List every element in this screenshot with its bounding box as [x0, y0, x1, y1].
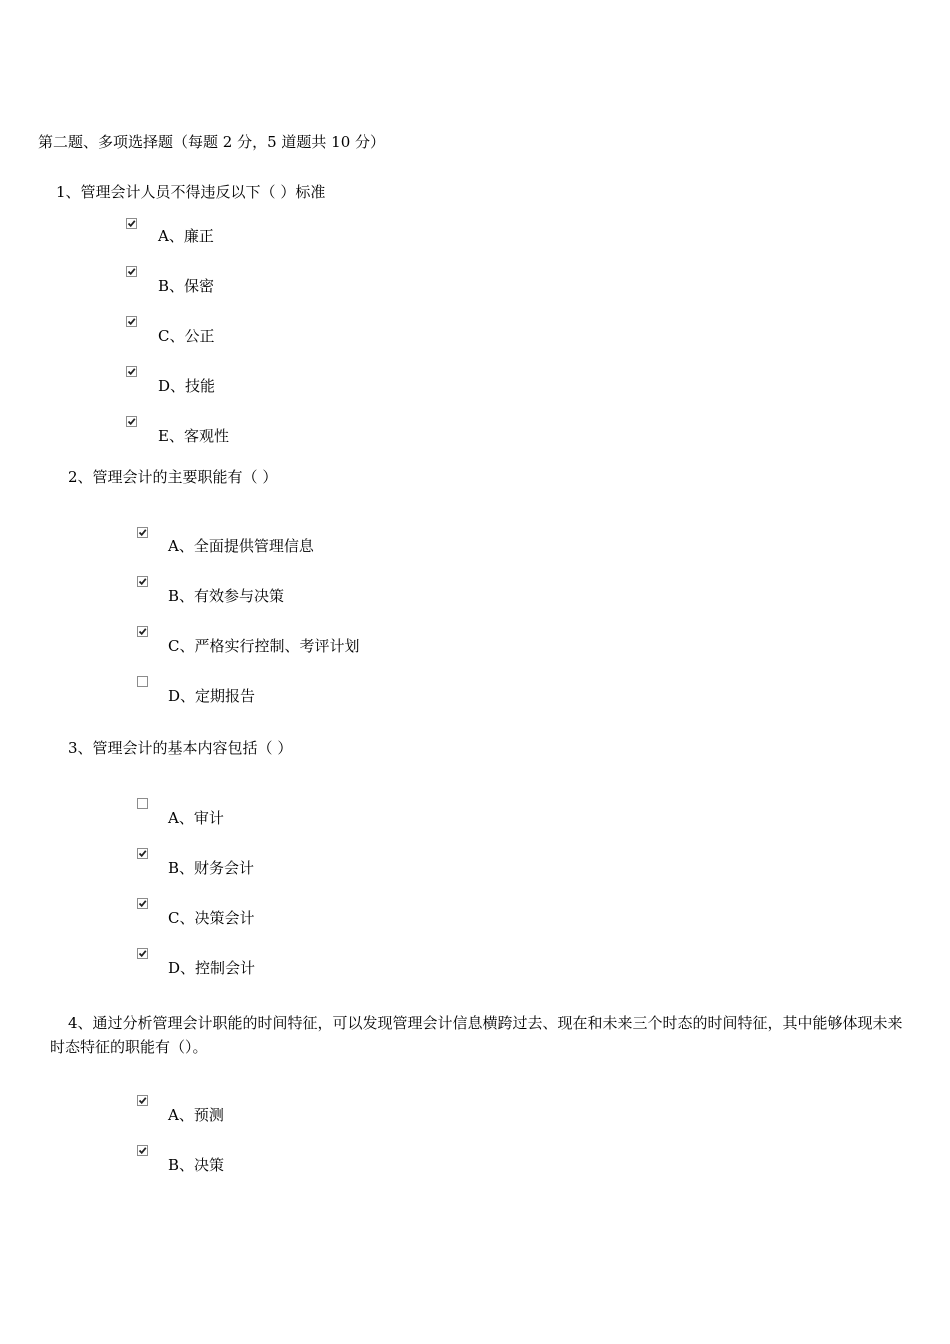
checkbox-q2-a[interactable] [137, 527, 148, 538]
option-q1-a-label: A、廉正 [158, 227, 214, 245]
checkbox-q2-b[interactable] [137, 576, 148, 587]
check-mark-icon [127, 317, 136, 326]
check-mark-icon [138, 949, 147, 958]
option-q2-b-label: B、有效参与决策 [168, 587, 285, 605]
option-q2-d-label: D、定期报告 [168, 687, 256, 705]
checkbox-q1-a[interactable] [126, 218, 137, 229]
option-q2-a-label: A、全面提供管理信息 [168, 537, 314, 555]
checkbox-q2-d[interactable] [137, 676, 148, 687]
option-q3-a-label: A、审计 [168, 809, 224, 827]
check-mark-icon [138, 577, 147, 586]
check-mark-icon [138, 849, 147, 858]
question-4-text: 4、通过分析管理会计职能的时间特征，可以发现管理会计信息横跨过去、现在和未来三个时态的时间特征，其中能够体现未来时态特征的职能有（）。 [50, 1014, 903, 1056]
question-1-text: 1、管理会计人员不得违反以下（ ）标准 [56, 183, 326, 201]
option-q3-c-label: C、决策会计 [168, 909, 255, 927]
option-q3-d-label: D、控制会计 [168, 959, 256, 977]
checkbox-q3-d[interactable] [137, 948, 148, 959]
checkbox-q4-b[interactable] [137, 1145, 148, 1156]
option-q1-d-label: D、技能 [158, 377, 216, 395]
check-mark-icon [138, 627, 147, 636]
option-q4-b-label: B、决策 [168, 1156, 225, 1174]
checkbox-q3-b[interactable] [137, 848, 148, 859]
section-title: 第二题、多项选择题（每题 2 分，5 道题共 10 分） [38, 133, 386, 151]
check-mark-icon [138, 1096, 147, 1105]
option-q1-c-label: C、公正 [158, 327, 215, 345]
check-mark-icon [127, 267, 136, 276]
checkbox-q1-e[interactable] [126, 416, 137, 427]
check-mark-icon [127, 367, 136, 376]
checkbox-q3-c[interactable] [137, 898, 148, 909]
check-mark-icon [127, 219, 136, 228]
check-mark-icon [138, 1146, 147, 1155]
check-mark-icon [127, 417, 136, 426]
check-mark-icon [138, 899, 147, 908]
option-q1-b-label: B、保密 [158, 277, 215, 295]
question-3-text: 3、管理会计的基本内容包括（ ） [68, 739, 293, 757]
checkbox-q1-d[interactable] [126, 366, 137, 377]
question-2-text: 2、管理会计的主要职能有（ ） [68, 468, 278, 486]
option-q4-a-label: A、预测 [168, 1106, 224, 1124]
checkbox-q2-c[interactable] [137, 626, 148, 637]
checkbox-q3-a[interactable] [137, 798, 148, 809]
option-q1-e-label: E、客观性 [158, 427, 229, 445]
check-mark-icon [138, 528, 147, 537]
checkbox-q1-b[interactable] [126, 266, 137, 277]
checkbox-q4-a[interactable] [137, 1095, 148, 1106]
option-q3-b-label: B、财务会计 [168, 859, 255, 877]
option-q2-c-label: C、严格实行控制、考评计划 [168, 637, 360, 655]
checkbox-q1-c[interactable] [126, 316, 137, 327]
